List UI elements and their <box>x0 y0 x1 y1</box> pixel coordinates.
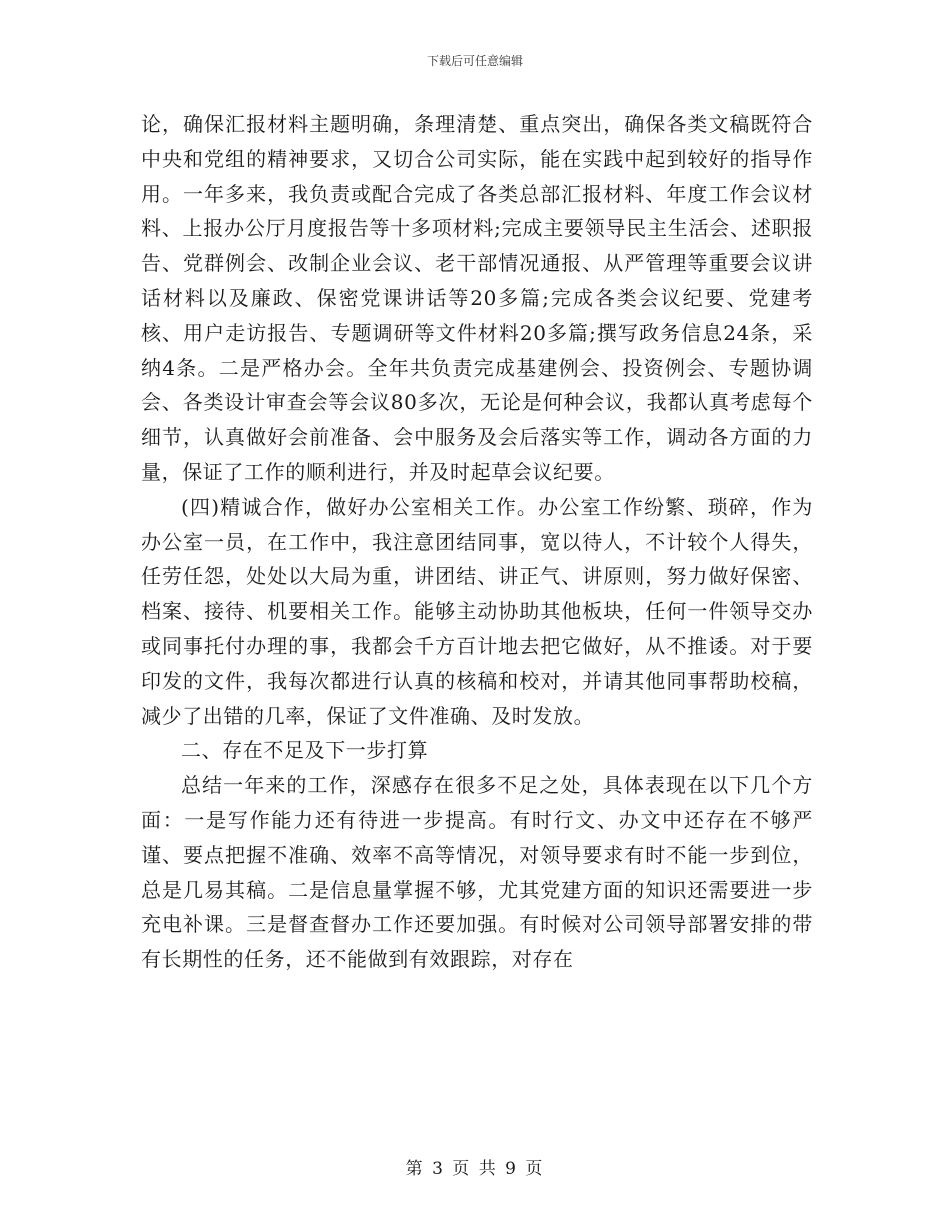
document-body <box>141 107 813 977</box>
page-header-note: 下载后可任意编辑 <box>426 54 523 68</box>
body-paragraph-1: 论，确保汇报材料主题明确，条理清楚、重点突出，确保各类文稿既符合中央和党组的精神要求，又切合公司实际，能在实践中起到较好的指导作用。一年多来，我负责或配合完成了各类总部汇报材料、年度工作会议材料、上报办公厅月度报告等十多项材料;完成主要领导民主生活会、述职报告、党群例会、改制企业会议、老干部情况通报、从严管理等重要会议讲话材料以及廉政、保密党课讲话等20多篇;完成各类会议纪要、党建考核、用户走访报告、专题调研等文件材料20多篇;撰写政务信息24条，采纳4条。二是严格办会。全年共负责完成基建例会、投资例会、专题协调会、各类设计审查会等会议80多次，无论是何种会议，我都认真考虑每个细节，认真做好会前准备、会中服务及会后落实等工作，调动各方面的力量，保证了工作的顺利进行，并及时起草会议纪要。 <box>141 112 813 484</box>
footer-total-unit: 页 <box>525 1159 545 1179</box>
body-paragraph-2: (四)精诚合作，做好办公室相关工作。办公室工作纷繁、琐碎，作为办公室一员，在工作中，我注意团结同事，宽以待人，不计较个人得失，任劳任怨，处处以大局为重，讲团结、讲正气、讲原则，努力做好保密、档案、接待、机要相关工作。能够主动协助其他板块，任何一件领导交办或同事托付办理的事，我都会千方百计地去把它做好，从不推诿。对于要印发的文件，我每次都进行认真的核稿和校对，并请其他同事帮助校稿，减少了出错的几率，保证了文件准确、及时发放。 <box>141 494 813 728</box>
section-heading: 二、存在不足及下一步打算 <box>181 738 429 763</box>
footer-current-page: 3 <box>432 1159 445 1179</box>
footer-total-prefix: 共 <box>478 1159 498 1179</box>
footer-total-pages: 9 <box>505 1159 518 1179</box>
footer-prefix: 第 <box>405 1159 425 1179</box>
footer-page-unit: 页 <box>452 1159 472 1179</box>
body-paragraph-3: 总结一年来的工作，深感存在很多不足之处，具体表现在以下几个方面：一是写作能力还有待进一步提高。有时行文、办文中还存在不够严谨、要点把握不准确、效率不高等情况，对领导要求有时不能一步到位，总是几易其稿。二是信息量掌握不够，尤其党建方面的知识还需要进一步充电补课。三是督查督办工作还要加强。有时候对公司领导部署安排的带有长期性的任务，还不能做到有效跟踪，对存在 <box>141 773 813 972</box>
page-number-footer <box>0 1154 950 1179</box>
